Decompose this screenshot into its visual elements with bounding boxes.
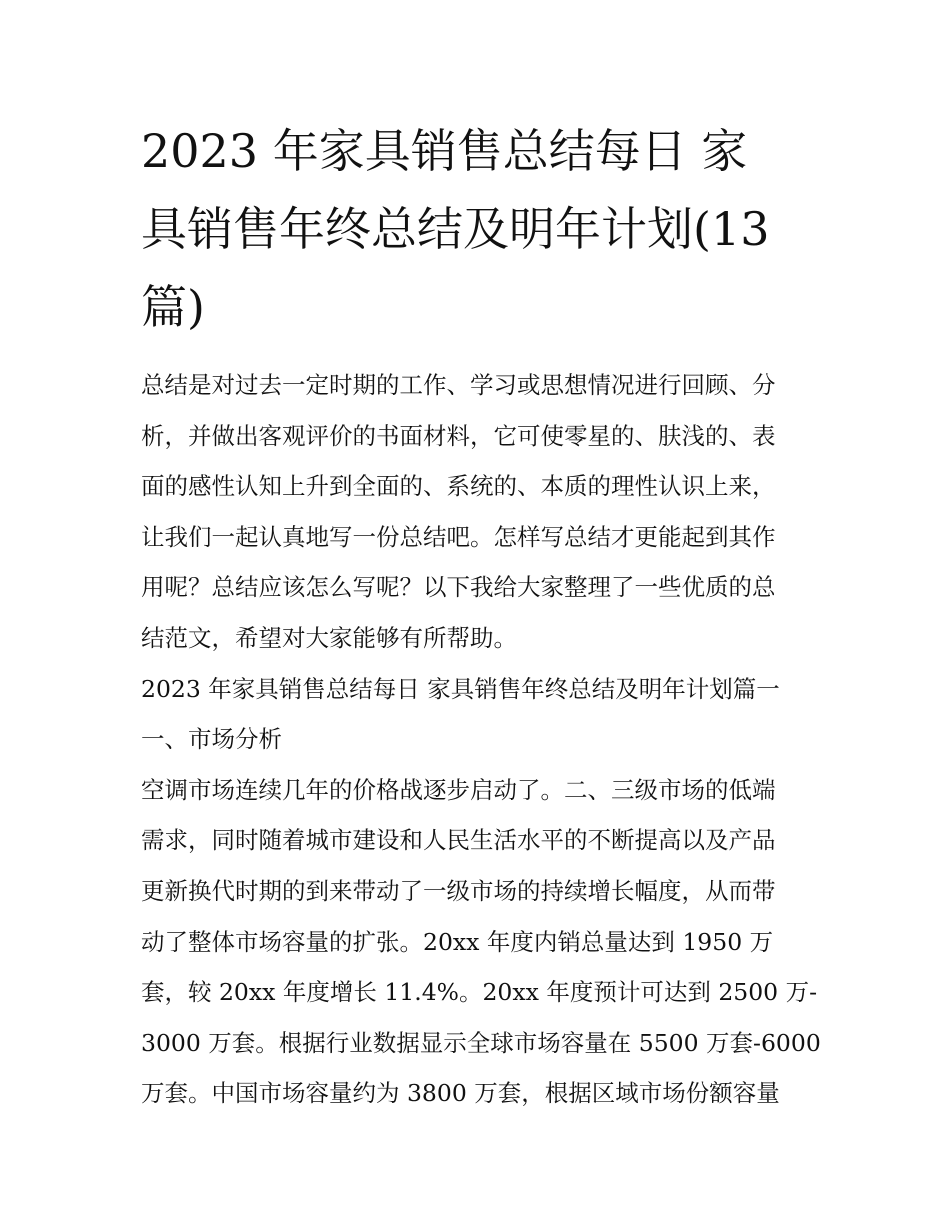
body-paragraph — [141, 765, 821, 1119]
intro-paragraph — [141, 360, 813, 664]
body-line: 万套。中国市场容量约为 3800 万套，根据区域市场份额容量 — [141, 1079, 780, 1108]
title-line-3: 篇) — [141, 280, 205, 334]
document-title — [141, 112, 813, 346]
intro-line: 用呢？总结应该怎么写呢？以下我给大家整理了一些优质的总 — [141, 573, 776, 602]
subsection-heading — [141, 714, 813, 765]
body-line: 空调市场连续几年的价格战逐步启动了。二、三级市场的低端 — [141, 775, 776, 804]
body-line: 需求，同时随着城市建设和人民生活水平的不断提高以及产品 — [141, 826, 776, 855]
body-line: 动了整体市场容量的扩张。20xx 年度内销总量达到 1950 万 — [141, 927, 774, 956]
intro-line: 面的感性认知上升到全面的、系统的、本质的理性认识上来， — [141, 472, 776, 501]
document-page — [141, 112, 821, 1119]
title-line-2: 具销售年终总结及明年计划(13 — [141, 202, 770, 256]
body-line: 3000 万套。根据行业数据显示全球市场容量在 5500 万套-6000 — [141, 1028, 821, 1057]
intro-line: 结范文，希望对大家能够有所帮助。 — [141, 623, 517, 652]
body-line: 更新换代时期的到来带动了一级市场的持续增长幅度，从而带 — [141, 876, 776, 905]
intro-line: 让我们一起认真地写一份总结吧。怎样写总结才更能起到其作 — [141, 522, 776, 551]
intro-line: 总结是对过去一定时期的工作、学习或思想情况进行回顾、分 — [141, 371, 776, 399]
title-line-1: 2023 年家具销售总结每日 家 — [141, 124, 748, 178]
section-heading-text: 2023 年家具销售总结每日 家具销售年终总结及明年计划篇一 — [141, 674, 780, 703]
section-heading — [141, 664, 813, 715]
body-line: 套，较 20xx 年度增长 11.4%。20xx 年度预计可达到 2500 万- — [141, 978, 818, 1007]
intro-line: 析，并做出客观评价的书面材料，它可使零星的、肤浅的、表 — [141, 421, 776, 450]
subsection-heading-text: 一、市场分析 — [141, 725, 282, 754]
